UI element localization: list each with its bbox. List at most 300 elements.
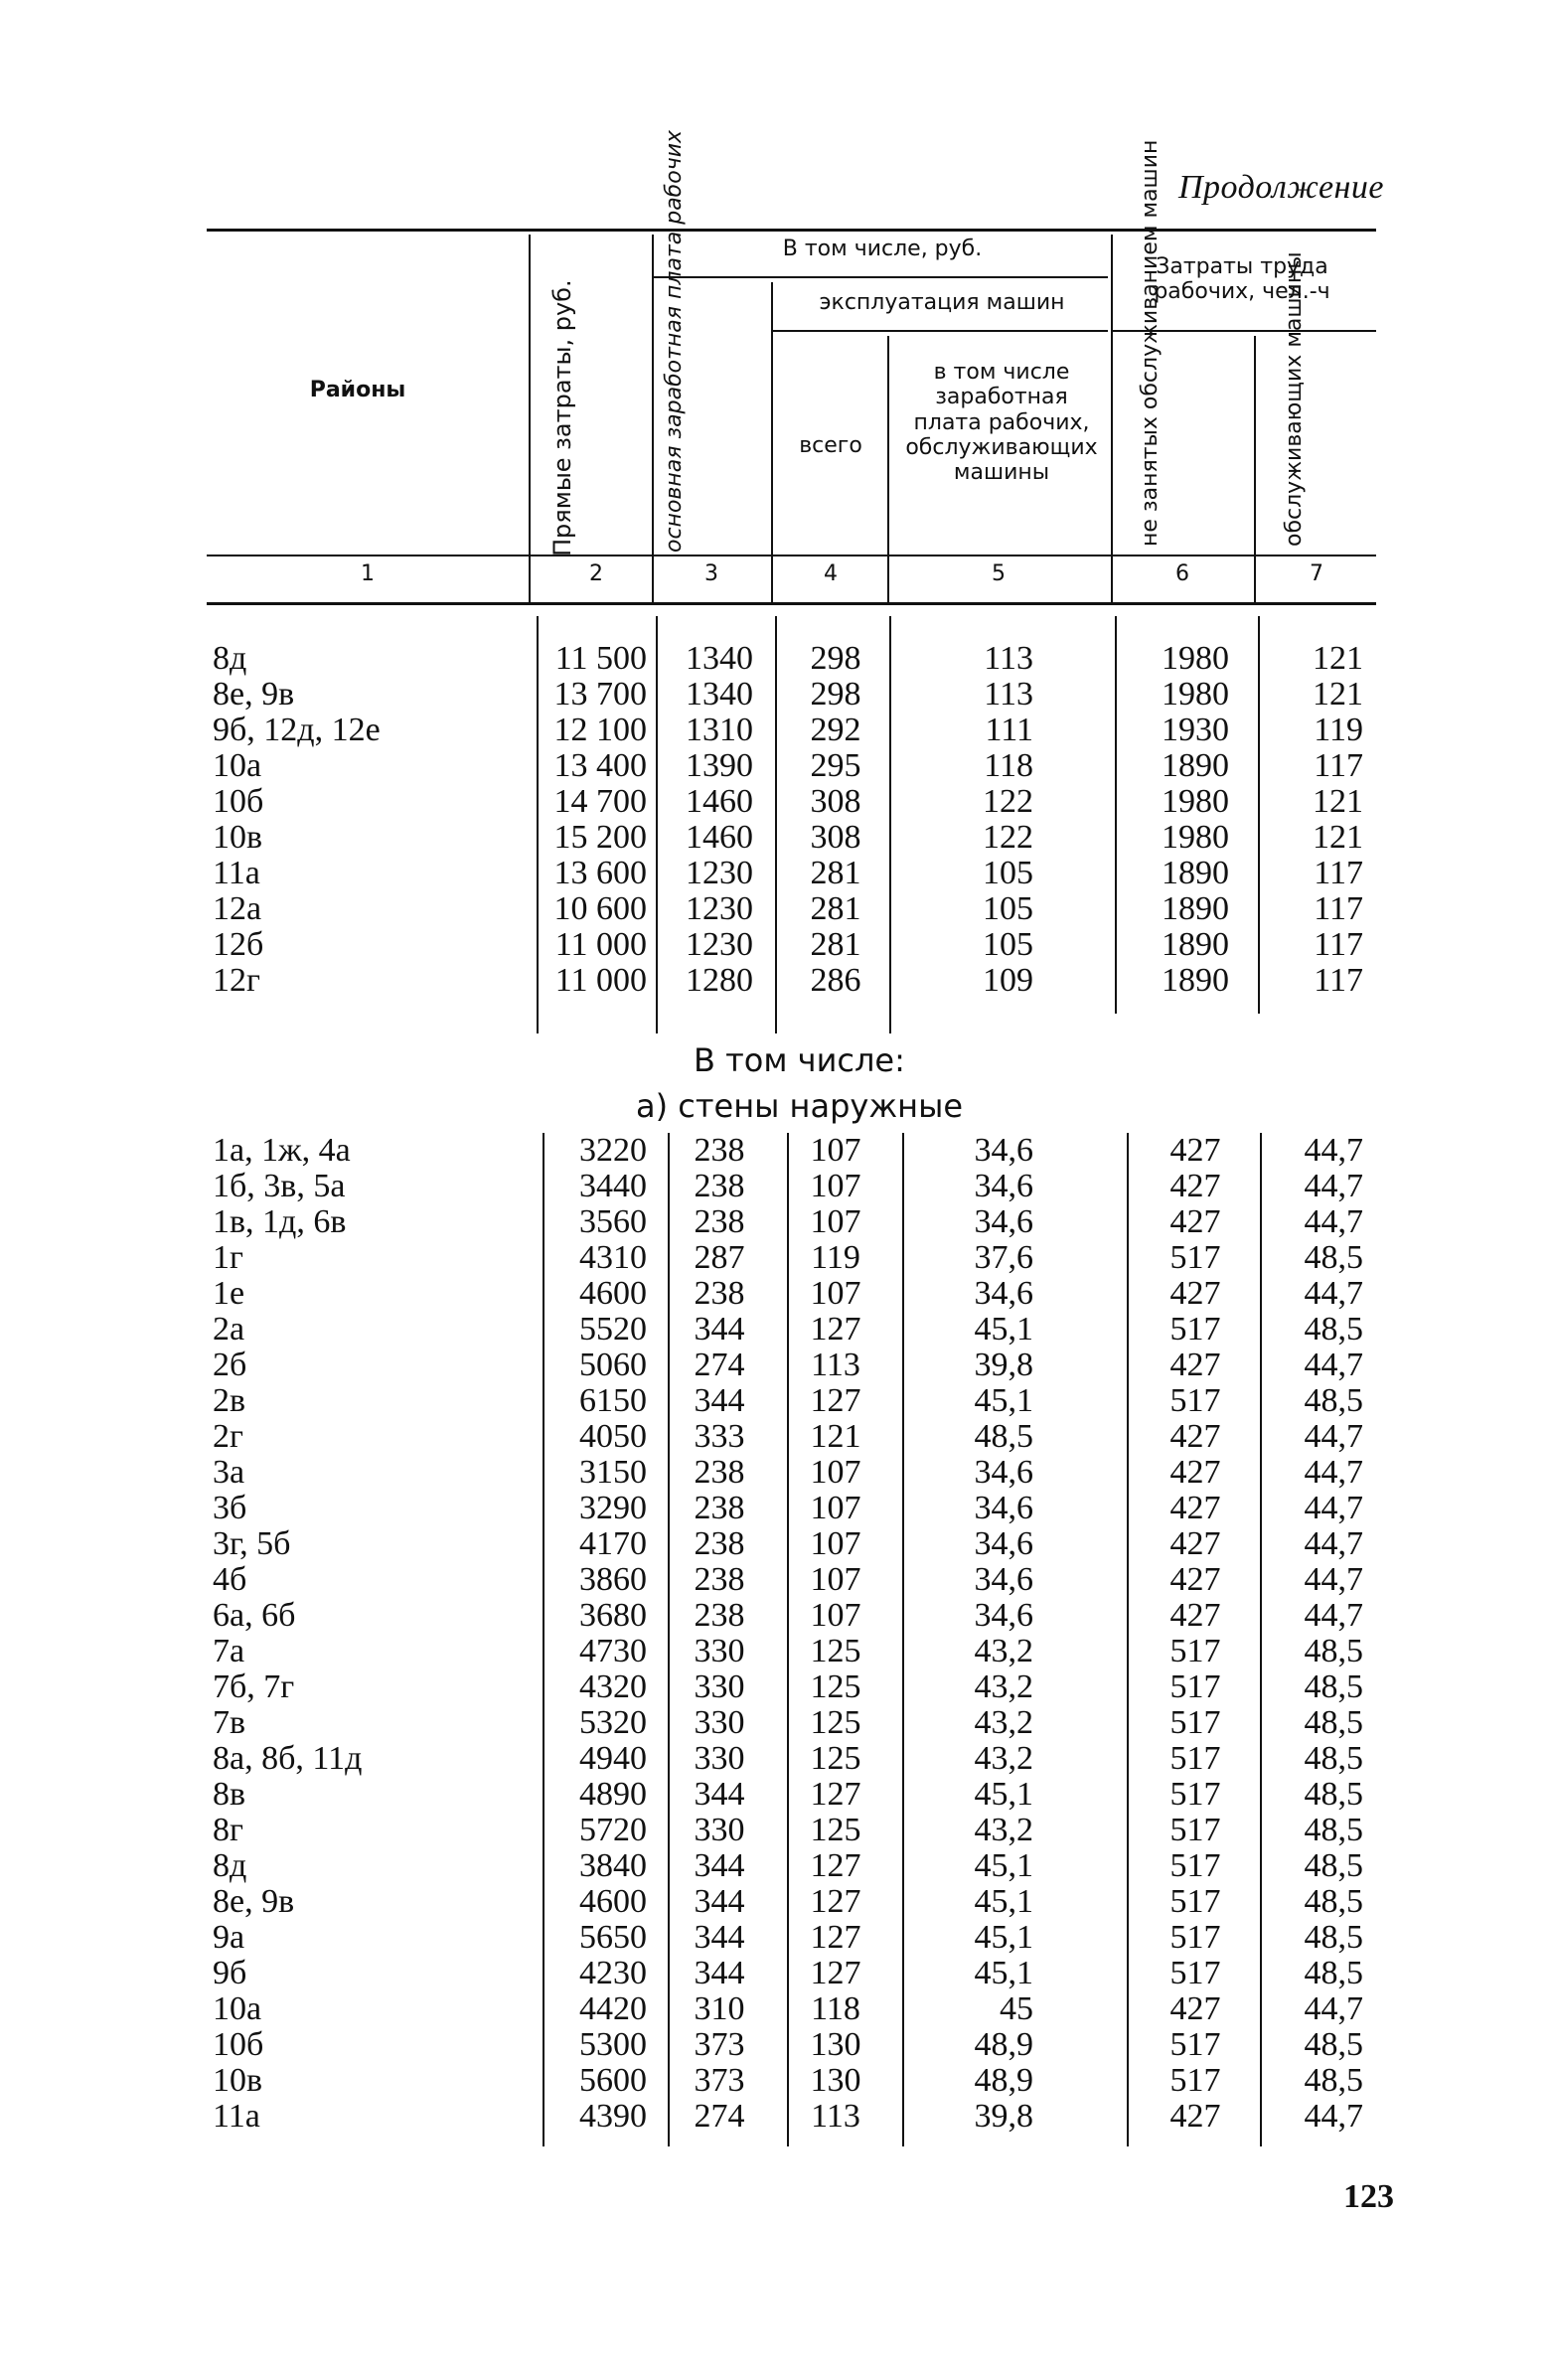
cell-labor-not-machine: 427 (1169, 1561, 1221, 1598)
column-number-4: 4 (824, 561, 838, 586)
cell-direct-costs: 5720 (579, 1812, 647, 1848)
num-vline-5 (1111, 556, 1113, 602)
cell-direct-costs: 11 000 (554, 926, 647, 963)
cell-labor-not-machine: 1980 (1162, 819, 1229, 856)
cell-machine-total: 295 (810, 747, 861, 784)
cell-basic-wage: 1230 (686, 890, 753, 927)
cell-machine-wage: 34,6 (974, 1561, 1033, 1598)
cell-machine-wage: 34,6 (974, 1597, 1033, 1634)
cell-labor-not-machine: 1890 (1162, 747, 1229, 784)
table-row (0, 1562, 1553, 1598)
cell-basic-wage: 238 (694, 1454, 745, 1491)
cell-labor-not-machine: 1890 (1162, 855, 1229, 891)
cell-direct-costs: 4050 (579, 1418, 647, 1455)
cell-basic-wage: 310 (694, 1990, 745, 2027)
cell-district: 9б (213, 1955, 247, 1991)
cell-machine-total: 125 (810, 1812, 861, 1848)
cell-direct-costs: 4170 (579, 1525, 647, 1562)
cell-machine-total: 125 (810, 1668, 861, 1705)
table-row (0, 1419, 1553, 1455)
cell-labor-machine: 119 (1314, 712, 1363, 748)
cell-machine-wage: 122 (983, 783, 1033, 820)
cell-direct-costs: 5320 (579, 1704, 647, 1741)
cell-labor-not-machine: 1980 (1162, 640, 1229, 677)
cell-machine-total: 107 (810, 1597, 861, 1634)
cell-district: 7б, 7г (213, 1668, 295, 1705)
cell-machine-wage: 45,1 (974, 1382, 1033, 1419)
cell-basic-wage: 238 (694, 1490, 745, 1526)
cell-direct-costs: 14 700 (553, 783, 647, 820)
table-row (0, 1133, 1553, 1169)
cell-district: 1б, 3в, 5а (213, 1168, 346, 1204)
cell-basic-wage: 238 (694, 1561, 745, 1598)
cell-district: 10в (213, 819, 263, 856)
cell-district: 1г (213, 1239, 243, 1276)
cell-machine-wage: 34,6 (974, 1454, 1033, 1491)
cell-basic-wage: 1390 (686, 747, 753, 784)
cell-labor-not-machine: 427 (1169, 1597, 1221, 1634)
cell-labor-machine: 117 (1314, 962, 1363, 999)
cell-labor-machine: 48,5 (1304, 1382, 1363, 1419)
column-number-3: 3 (704, 561, 718, 586)
cell-machine-total: 130 (810, 2026, 861, 2063)
cell-basic-wage: 344 (694, 1955, 745, 1991)
cell-labor-not-machine: 1980 (1162, 676, 1229, 713)
table-row (0, 1884, 1553, 1920)
continued-caption: Продолжение (1177, 169, 1384, 206)
cell-basic-wage: 238 (694, 1132, 745, 1169)
cell-machine-total: 113 (811, 1347, 860, 1383)
cell-machine-wage: 105 (983, 890, 1033, 927)
cell-direct-costs: 4600 (579, 1883, 647, 1920)
cell-machine-wage: 109 (983, 962, 1033, 999)
table-row (0, 820, 1553, 856)
cell-machine-wage: 122 (983, 819, 1033, 856)
cell-machine-total: 298 (810, 640, 861, 677)
cell-direct-costs: 5060 (579, 1347, 647, 1383)
table-row (0, 1705, 1553, 1741)
cell-district: 12б (213, 926, 264, 963)
cell-labor-machine: 48,5 (1304, 1668, 1363, 1705)
cell-direct-costs: 4420 (579, 1990, 647, 2027)
header-bottom-rule (207, 602, 1376, 605)
cell-labor-not-machine: 427 (1169, 1347, 1221, 1383)
cell-machine-total: 127 (810, 1311, 861, 1348)
table-row (0, 1598, 1553, 1634)
cell-machine-total: 107 (810, 1525, 861, 1562)
cell-basic-wage: 344 (694, 1776, 745, 1813)
header-vline-4 (887, 336, 889, 555)
cell-district: 10в (213, 2062, 263, 2099)
page-number: 123 (1343, 2178, 1394, 2215)
cell-machine-wage: 113 (984, 640, 1033, 677)
cell-labor-machine: 117 (1314, 855, 1363, 891)
cell-basic-wage: 274 (694, 2098, 745, 2135)
cell-machine-total: 118 (811, 1990, 860, 2027)
cell-machine-total: 125 (810, 1704, 861, 1741)
cell-machine-total: 127 (810, 1955, 861, 1991)
table-row (0, 1491, 1553, 1526)
cell-direct-costs: 15 200 (553, 819, 647, 856)
cell-machine-wage: 105 (983, 926, 1033, 963)
table-row (0, 1240, 1553, 1276)
cell-district: 8в (213, 1776, 246, 1813)
cell-labor-not-machine: 517 (1169, 1847, 1221, 1884)
cell-direct-costs: 3840 (579, 1847, 647, 1884)
cell-direct-costs: 4390 (579, 2098, 647, 2135)
table-row (0, 1383, 1553, 1419)
cell-machine-wage: 48,9 (974, 2026, 1033, 2063)
table-row (0, 2099, 1553, 2135)
table-row (0, 927, 1553, 963)
cell-direct-costs: 3220 (579, 1132, 647, 1169)
cell-machine-wage: 48,5 (974, 1418, 1033, 1455)
cell-labor-not-machine: 517 (1169, 1776, 1221, 1813)
cell-machine-total: 107 (810, 1561, 861, 1598)
cell-labor-machine: 121 (1313, 640, 1363, 677)
header-vline-1 (529, 235, 531, 555)
cell-direct-costs: 11 000 (554, 962, 647, 999)
cell-labor-not-machine: 427 (1169, 1990, 1221, 2027)
cell-basic-wage: 344 (694, 1847, 745, 1884)
cell-machine-total: 125 (810, 1740, 861, 1777)
rule-machine-operation (771, 330, 1108, 332)
cell-direct-costs: 3290 (579, 1490, 647, 1526)
cell-labor-not-machine: 517 (1169, 1633, 1221, 1669)
table-row (0, 856, 1553, 891)
cell-labor-machine: 44,7 (1304, 2098, 1363, 2135)
cell-labor-machine: 44,7 (1304, 1454, 1363, 1491)
cell-labor-not-machine: 427 (1169, 1132, 1221, 1169)
cell-labor-machine: 121 (1313, 676, 1363, 713)
cell-district: 6а, 6б (213, 1597, 296, 1634)
cell-labor-not-machine: 517 (1169, 1382, 1221, 1419)
cell-labor-machine: 44,7 (1304, 1990, 1363, 2027)
cell-basic-wage: 1460 (686, 819, 753, 856)
cell-basic-wage: 344 (694, 1919, 745, 1956)
cell-basic-wage: 330 (694, 1740, 745, 1777)
cell-labor-not-machine: 1930 (1162, 712, 1229, 748)
cell-labor-not-machine: 517 (1169, 1812, 1221, 1848)
table-row (0, 891, 1553, 927)
cell-machine-total: 113 (811, 2098, 860, 2135)
cell-machine-total: 107 (810, 1490, 861, 1526)
header-vline-5 (1111, 235, 1113, 555)
cell-labor-machine: 48,5 (1304, 1883, 1363, 1920)
cell-basic-wage: 238 (694, 1203, 745, 1240)
cell-basic-wage: 238 (694, 1525, 745, 1562)
cell-machine-wage: 34,6 (974, 1275, 1033, 1312)
table-row (0, 2063, 1553, 2099)
cell-labor-machine: 121 (1313, 819, 1363, 856)
table-row (0, 1777, 1553, 1813)
column-number-2: 2 (589, 561, 603, 586)
cell-machine-wage: 39,8 (974, 1347, 1033, 1383)
column-number-7: 7 (1310, 561, 1323, 586)
cell-district: 2в (213, 1382, 246, 1419)
cell-labor-machine: 44,7 (1304, 1525, 1363, 1562)
cell-labor-machine: 48,5 (1304, 1633, 1363, 1669)
cell-labor-machine: 44,7 (1304, 1490, 1363, 1526)
cell-labor-not-machine: 517 (1169, 1668, 1221, 1705)
cell-district: 1а, 1ж, 4а (213, 1132, 351, 1169)
cell-machine-wage: 43,2 (974, 1740, 1033, 1777)
cell-district: 1в, 1д, 6в (213, 1203, 347, 1240)
table-row (0, 641, 1553, 677)
cell-labor-machine: 48,5 (1304, 2026, 1363, 2063)
cell-machine-total: 292 (810, 712, 861, 748)
cell-labor-not-machine: 517 (1169, 1740, 1221, 1777)
header-incl-wage-machines: в том числе заработная плата рабочих, обслуживающих машины (905, 360, 1098, 486)
cell-direct-costs: 4310 (579, 1239, 647, 1276)
cell-labor-machine: 44,7 (1304, 1561, 1363, 1598)
column-number-6: 6 (1175, 561, 1189, 586)
cell-basic-wage: 330 (694, 1812, 745, 1848)
table-row (0, 1204, 1553, 1240)
cell-machine-wage: 43,2 (974, 1633, 1033, 1669)
cell-district: 10а (213, 747, 262, 784)
cell-labor-machine: 44,7 (1304, 1418, 1363, 1455)
cell-district: 8г (213, 1812, 243, 1848)
cell-basic-wage: 344 (694, 1382, 745, 1419)
cell-basic-wage: 330 (694, 1633, 745, 1669)
cell-labor-not-machine: 427 (1169, 1275, 1221, 1312)
cell-machine-wage: 45,1 (974, 1955, 1033, 1991)
cell-direct-costs: 13 700 (553, 676, 647, 713)
table-row (0, 1634, 1553, 1669)
cell-district: 2а (213, 1311, 245, 1348)
cell-labor-not-machine: 517 (1169, 1704, 1221, 1741)
table-row (0, 1169, 1553, 1204)
table-row (0, 713, 1553, 748)
cell-district: 10а (213, 1990, 262, 2027)
cell-district: 12г (213, 962, 260, 999)
cell-basic-wage: 330 (694, 1668, 745, 1705)
table-row (0, 1991, 1553, 2027)
cell-machine-wage: 34,6 (974, 1132, 1033, 1169)
table-row (0, 1813, 1553, 1848)
header-direct-costs: Прямые затраты, руб. (548, 279, 576, 556)
header-not-machine: не занятых обслуживанием машин (1138, 139, 1163, 547)
cell-machine-wage: 45 (1000, 1990, 1033, 2027)
cell-machine-total: 121 (810, 1418, 861, 1455)
cell-labor-not-machine: 427 (1169, 1525, 1221, 1562)
rule-including-rub (652, 276, 1108, 278)
cell-district: 10б (213, 2026, 264, 2063)
cell-direct-costs: 3440 (579, 1168, 647, 1204)
cell-basic-wage: 373 (694, 2062, 745, 2099)
cell-machine-wage: 45,1 (974, 1847, 1033, 1884)
cell-basic-wage: 238 (694, 1168, 745, 1204)
cell-machine-wage: 118 (984, 747, 1033, 784)
cell-machine-wage: 34,6 (974, 1525, 1033, 1562)
cell-district: 11а (213, 2098, 260, 2135)
table-row (0, 1526, 1553, 1562)
cell-basic-wage: 287 (694, 1239, 745, 1276)
cell-labor-not-machine: 427 (1169, 1168, 1221, 1204)
cell-basic-wage: 333 (694, 1418, 745, 1455)
cell-basic-wage: 1230 (686, 926, 753, 963)
header-labor-costs: Затраты труда рабочих, чел.-ч (1154, 254, 1330, 305)
cell-basic-wage: 1280 (686, 962, 753, 999)
cell-district: 4б (213, 1561, 247, 1598)
cell-basic-wage: 344 (694, 1311, 745, 1348)
header-including-rub: В том числе, руб. (782, 237, 983, 261)
num-vline-2 (652, 556, 654, 602)
cell-labor-not-machine: 427 (1169, 1490, 1221, 1526)
table-row (0, 1956, 1553, 1991)
num-vline-6 (1254, 556, 1256, 602)
cell-district: 2б (213, 1347, 247, 1383)
table-row (0, 963, 1553, 999)
cell-district: 8д (213, 1847, 247, 1884)
table-row (0, 1455, 1553, 1491)
table-row (0, 1276, 1553, 1312)
cell-labor-machine: 48,5 (1304, 1919, 1363, 1956)
cell-direct-costs: 5520 (579, 1311, 647, 1348)
cell-labor-machine: 48,5 (1304, 1776, 1363, 1813)
cell-machine-wage: 48,9 (974, 2062, 1033, 2099)
cell-direct-costs: 13 600 (553, 855, 647, 891)
cell-machine-wage: 34,6 (974, 1168, 1033, 1204)
cell-labor-machine: 48,5 (1304, 1239, 1363, 1276)
cell-labor-not-machine: 517 (1169, 1883, 1221, 1920)
num-vline-3 (771, 556, 773, 602)
num-vline-1 (529, 556, 531, 602)
header-basic-wage: основная заработная плата рабочих (662, 129, 687, 553)
cell-labor-machine: 44,7 (1304, 1203, 1363, 1240)
cell-machine-total: 281 (810, 855, 861, 891)
cell-machine-total: 119 (811, 1239, 860, 1276)
cell-direct-costs: 4230 (579, 1955, 647, 1991)
cell-machine-wage: 43,2 (974, 1704, 1033, 1741)
cell-district: 3а (213, 1454, 245, 1491)
section-walls: а) стены наружные (636, 1087, 964, 1125)
cell-direct-costs: 4730 (579, 1633, 647, 1669)
cell-basic-wage: 1460 (686, 783, 753, 820)
header-machine-operators: обслуживающих машины (1282, 251, 1307, 547)
header-machine-operation: эксплуатация машин (819, 290, 1065, 315)
cell-labor-machine: 48,5 (1304, 2062, 1363, 2099)
cell-district: 12а (213, 890, 262, 927)
cell-district: 3г, 5б (213, 1525, 291, 1562)
cell-direct-costs: 4890 (579, 1776, 647, 1813)
cell-direct-costs: 5650 (579, 1919, 647, 1956)
cell-district: 2г (213, 1418, 243, 1455)
header-districts: Районы (309, 378, 406, 402)
table-row (0, 1848, 1553, 1884)
cell-basic-wage: 1340 (686, 640, 753, 677)
table-row (0, 1312, 1553, 1348)
cell-direct-costs: 5600 (579, 2062, 647, 2099)
cell-basic-wage: 274 (694, 1347, 745, 1383)
cell-district: 3б (213, 1490, 247, 1526)
cell-machine-total: 125 (810, 1633, 861, 1669)
cell-basic-wage: 373 (694, 2026, 745, 2063)
cell-machine-wage: 111 (985, 712, 1033, 748)
cell-labor-machine: 117 (1314, 747, 1363, 784)
cell-labor-not-machine: 1980 (1162, 783, 1229, 820)
cell-machine-total: 127 (810, 1382, 861, 1419)
cell-machine-total: 107 (810, 1168, 861, 1204)
cell-district: 9б, 12д, 12е (213, 712, 381, 748)
column-number-5: 5 (992, 561, 1006, 586)
cell-machine-total: 298 (810, 676, 861, 713)
cell-machine-total: 127 (810, 1847, 861, 1884)
cell-direct-costs: 6150 (579, 1382, 647, 1419)
table-row (0, 1741, 1553, 1777)
cell-direct-costs: 3860 (579, 1561, 647, 1598)
cell-labor-not-machine: 1890 (1162, 962, 1229, 999)
cell-labor-not-machine: 517 (1169, 2062, 1221, 2099)
cell-machine-total: 286 (810, 962, 861, 999)
cell-machine-wage: 45,1 (974, 1776, 1033, 1813)
section-including: В том числе: (694, 1041, 905, 1079)
cell-district: 1е (213, 1275, 245, 1312)
cell-basic-wage: 1310 (686, 712, 753, 748)
cell-labor-not-machine: 427 (1169, 1418, 1221, 1455)
cell-direct-costs: 3150 (579, 1454, 647, 1491)
cell-district: 8а, 8б, 11д (213, 1740, 363, 1777)
header-total: всего (799, 433, 862, 458)
cell-labor-not-machine: 517 (1169, 1919, 1221, 1956)
cell-machine-total: 107 (810, 1203, 861, 1240)
cell-labor-machine: 48,5 (1304, 1704, 1363, 1741)
cell-machine-wage: 113 (984, 676, 1033, 713)
cell-labor-not-machine: 517 (1169, 1311, 1221, 1348)
cell-machine-wage: 43,2 (974, 1668, 1033, 1705)
cell-labor-machine: 44,7 (1304, 1347, 1363, 1383)
cell-direct-costs: 3560 (579, 1203, 647, 1240)
cell-labor-machine: 48,5 (1304, 1955, 1363, 1991)
cell-labor-machine: 48,5 (1304, 1740, 1363, 1777)
cell-machine-total: 107 (810, 1454, 861, 1491)
cell-labor-machine: 44,7 (1304, 1132, 1363, 1169)
cell-machine-wage: 45,1 (974, 1919, 1033, 1956)
cell-machine-wage: 39,8 (974, 2098, 1033, 2135)
cell-machine-total: 130 (810, 2062, 861, 2099)
cell-machine-wage: 45,1 (974, 1883, 1033, 1920)
cell-labor-machine: 121 (1313, 783, 1363, 820)
cell-labor-machine: 48,5 (1304, 1847, 1363, 1884)
cell-machine-wage: 43,2 (974, 1812, 1033, 1848)
cell-basic-wage: 344 (694, 1883, 745, 1920)
cell-labor-not-machine: 517 (1169, 1239, 1221, 1276)
column-number-1: 1 (361, 561, 375, 586)
table-row (0, 1920, 1553, 1956)
cell-direct-costs: 4320 (579, 1668, 647, 1705)
cell-direct-costs: 10 600 (553, 890, 647, 927)
table-top-rule (207, 229, 1376, 232)
cell-basic-wage: 1340 (686, 676, 753, 713)
cell-machine-total: 281 (810, 926, 861, 963)
cell-labor-not-machine: 427 (1169, 1203, 1221, 1240)
cell-labor-not-machine: 427 (1169, 1454, 1221, 1491)
cell-machine-total: 127 (810, 1776, 861, 1813)
cell-labor-machine: 48,5 (1304, 1812, 1363, 1848)
cell-basic-wage: 238 (694, 1597, 745, 1634)
cell-direct-costs: 4600 (579, 1275, 647, 1312)
table-row (0, 748, 1553, 784)
cell-machine-total: 127 (810, 1919, 861, 1956)
header-vline-2 (652, 235, 654, 555)
cell-direct-costs: 4940 (579, 1740, 647, 1777)
cell-machine-wage: 45,1 (974, 1311, 1033, 1348)
cell-basic-wage: 1230 (686, 855, 753, 891)
cell-machine-wage: 34,6 (974, 1203, 1033, 1240)
cell-labor-not-machine: 427 (1169, 2098, 1221, 2135)
cell-machine-wage: 34,6 (974, 1490, 1033, 1526)
